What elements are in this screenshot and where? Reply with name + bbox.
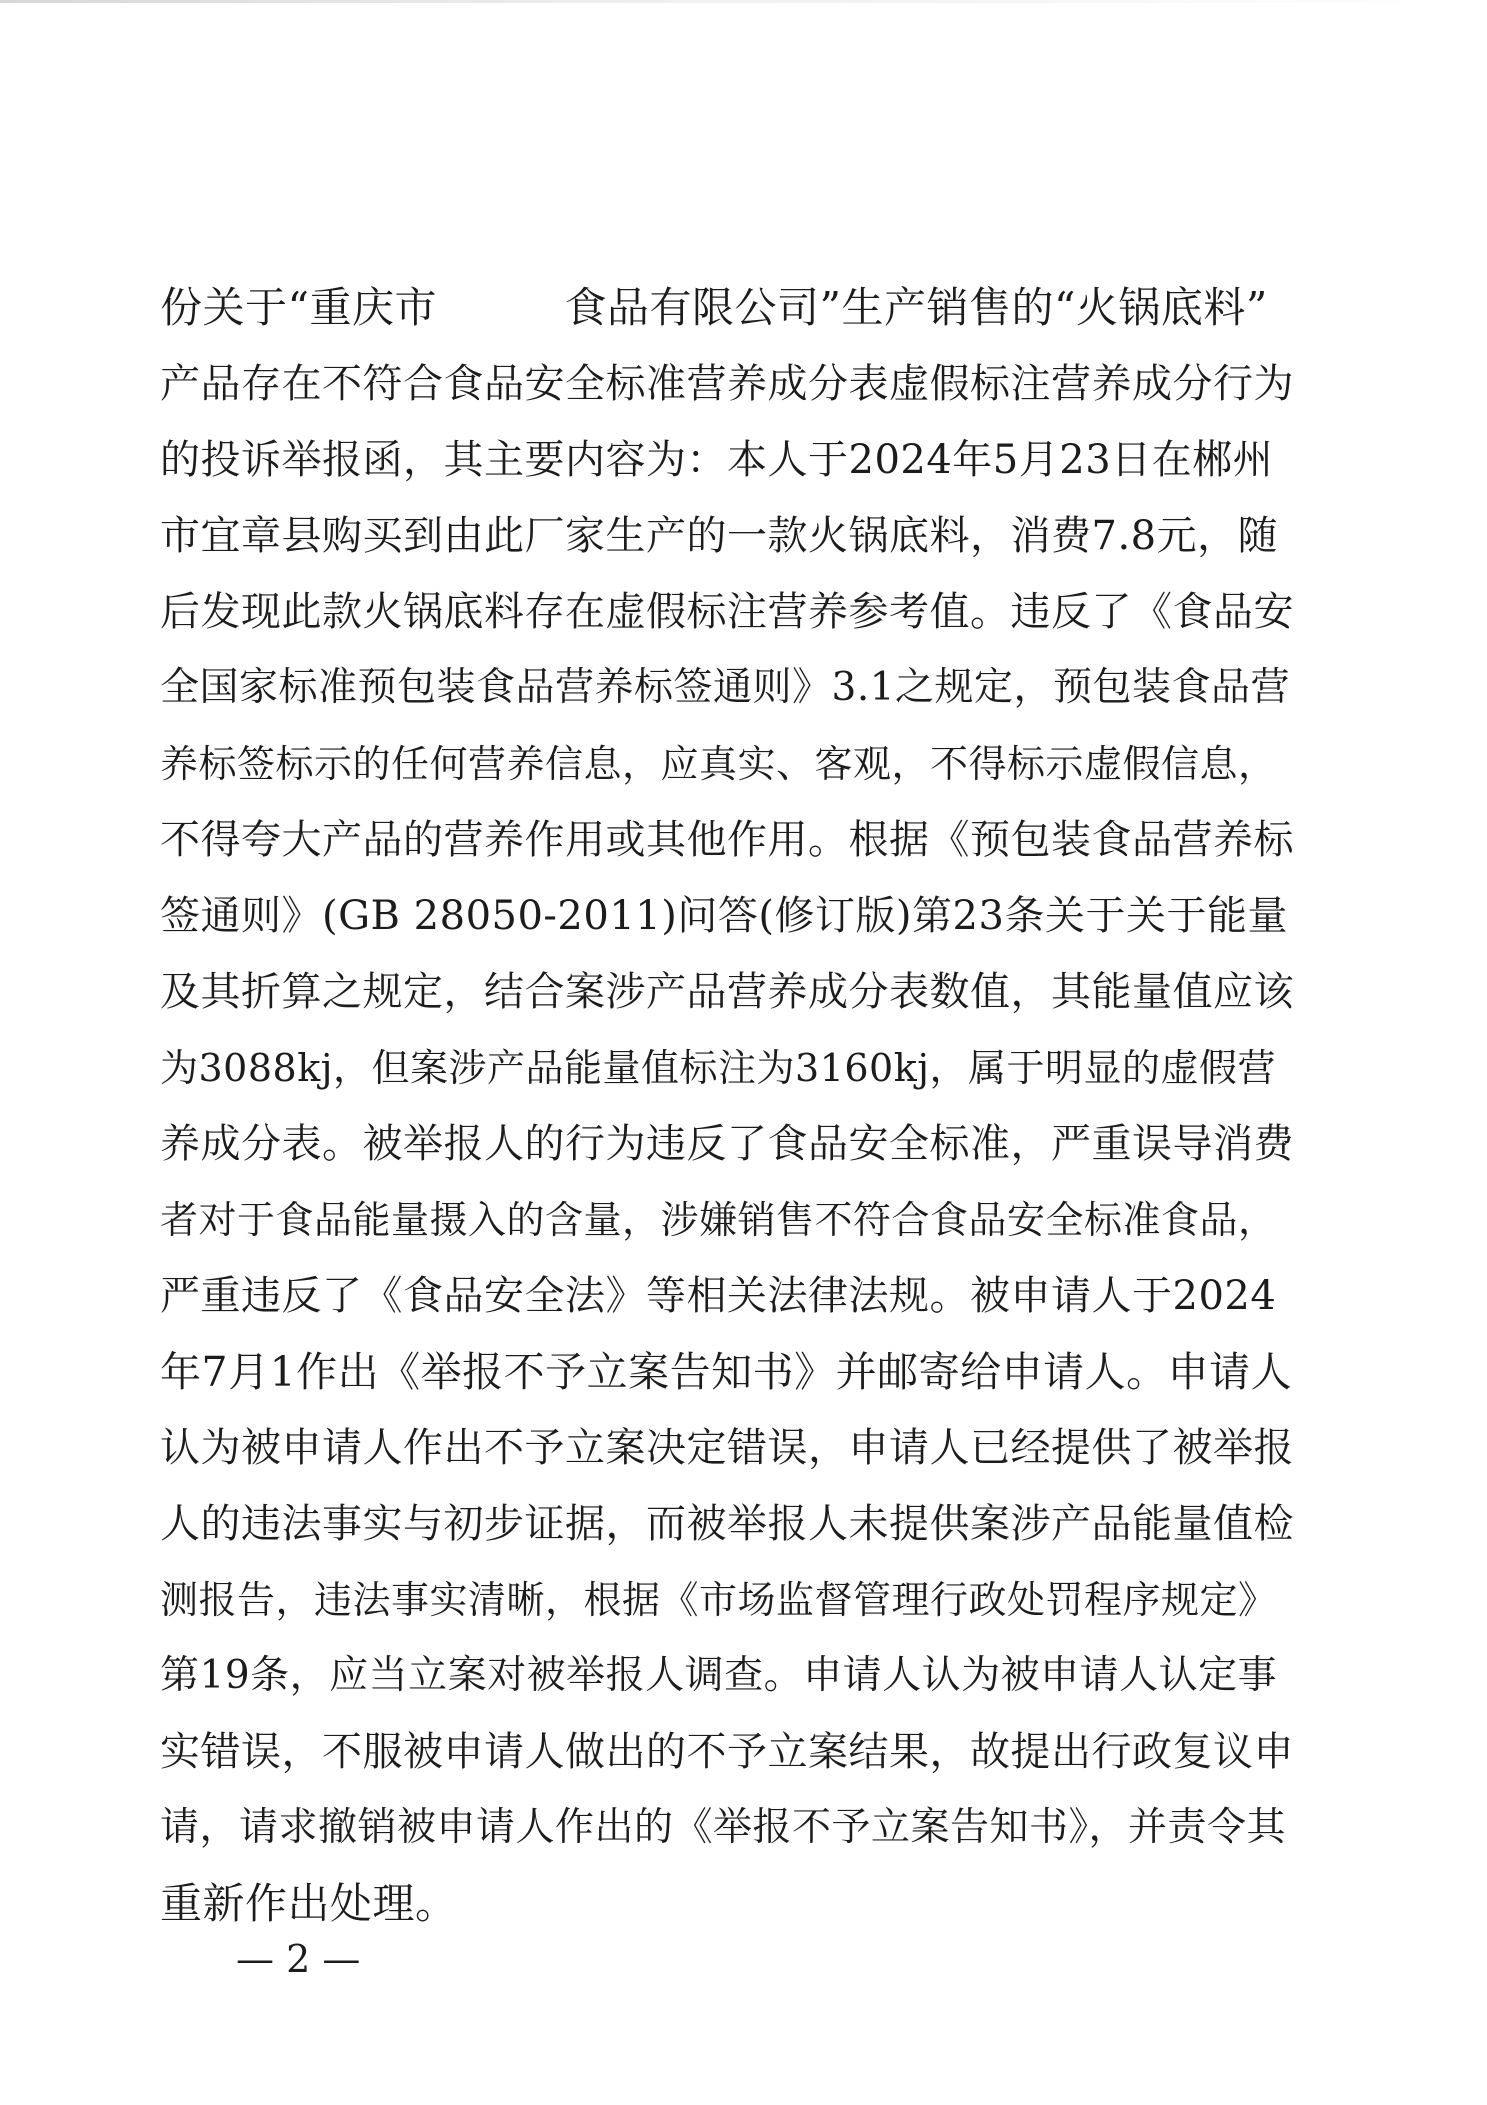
body-text <box>160 270 1295 1942</box>
text-line-21: 请，请求撤销被申请人作出的《举报不予立案告知书》，并责令其 <box>160 1805 1287 1850</box>
text-line-9: 签通则》(GB 28050-2011)问答(修订版)第23条关于关于能量 <box>160 893 1288 939</box>
text-line-11: 为3088kj，但案涉产品能量值标注为3160kj，属于明显的虚假营 <box>160 1046 1277 1090</box>
text-line-14: 严重违反了《食品安全法》等相关法律法规。被申请人于2024 <box>160 1273 1277 1319</box>
text-line-5: 后发现此款火锅底料存在虚假标注营养参考值。违反了《食品安 <box>160 589 1294 635</box>
text-line-6: 全国家标准预包装食品营养标签通则》3.1之规定，预包装食品营 <box>160 665 1291 710</box>
text-line-2: 产品存在不符合食品安全标准营养成分表虚假标注营养成分行为 <box>160 361 1294 407</box>
text-line-20: 实错误，不服被申请人做出的不予立案结果，故提出行政复议申 <box>160 1729 1294 1775</box>
text-line-10: 及其折算之规定，结合案涉产品营养成分表数值，其能量值应该 <box>160 969 1294 1015</box>
text-line-15: 年7月1作出《举报不予立案告知书》并邮寄给申请人。申请人 <box>160 1348 1293 1396</box>
text-line-16: 认为被申请人作出不予立案决定错误，申请人已经提供了被举报 <box>160 1425 1294 1471</box>
page-number: — 2 — <box>236 1937 361 1981</box>
text-line-22: 重新作出处理。 <box>160 1879 458 1928</box>
text-line-7: 养标签标示的任何营养信息，应真实、客观，不得标示虚假信息， <box>160 742 1277 786</box>
text-line-19: 第19条，应当立案对被举报人调查。申请人认为被申请人认定事 <box>160 1653 1278 1698</box>
text-line-4: 市宜章县购买到由此厂家生产的一款火锅底料，消费7.8元，随 <box>160 513 1279 559</box>
text-line-8: 不得夸大产品的营养作用或其他作用。根据《预包装食品营养标 <box>160 817 1294 863</box>
text-line-1: 份关于“重庆市 食品有限公司”生产销售的“火锅底料” <box>160 283 1268 332</box>
text-line-3: 的投诉举报函，其主要内容为：本人于2024年5月23日在郴州 <box>160 437 1274 483</box>
text-line-13: 者对于食品能量摄入的含量，涉嫌销售不符合食品安全标准食品， <box>160 1198 1277 1242</box>
text-line-18: 测报告，违法事实清晰，根据《市场监督管理行政处罚程序规定》 <box>160 1578 1277 1622</box>
text-line-12: 养成分表。被举报人的行为违反了食品安全标准，严重误导消费 <box>160 1121 1294 1167</box>
scan-edge <box>0 0 1487 3</box>
text-line-17: 人的违法事实与初步证据，而被举报人未提供案涉产品能量值检 <box>160 1501 1294 1547</box>
